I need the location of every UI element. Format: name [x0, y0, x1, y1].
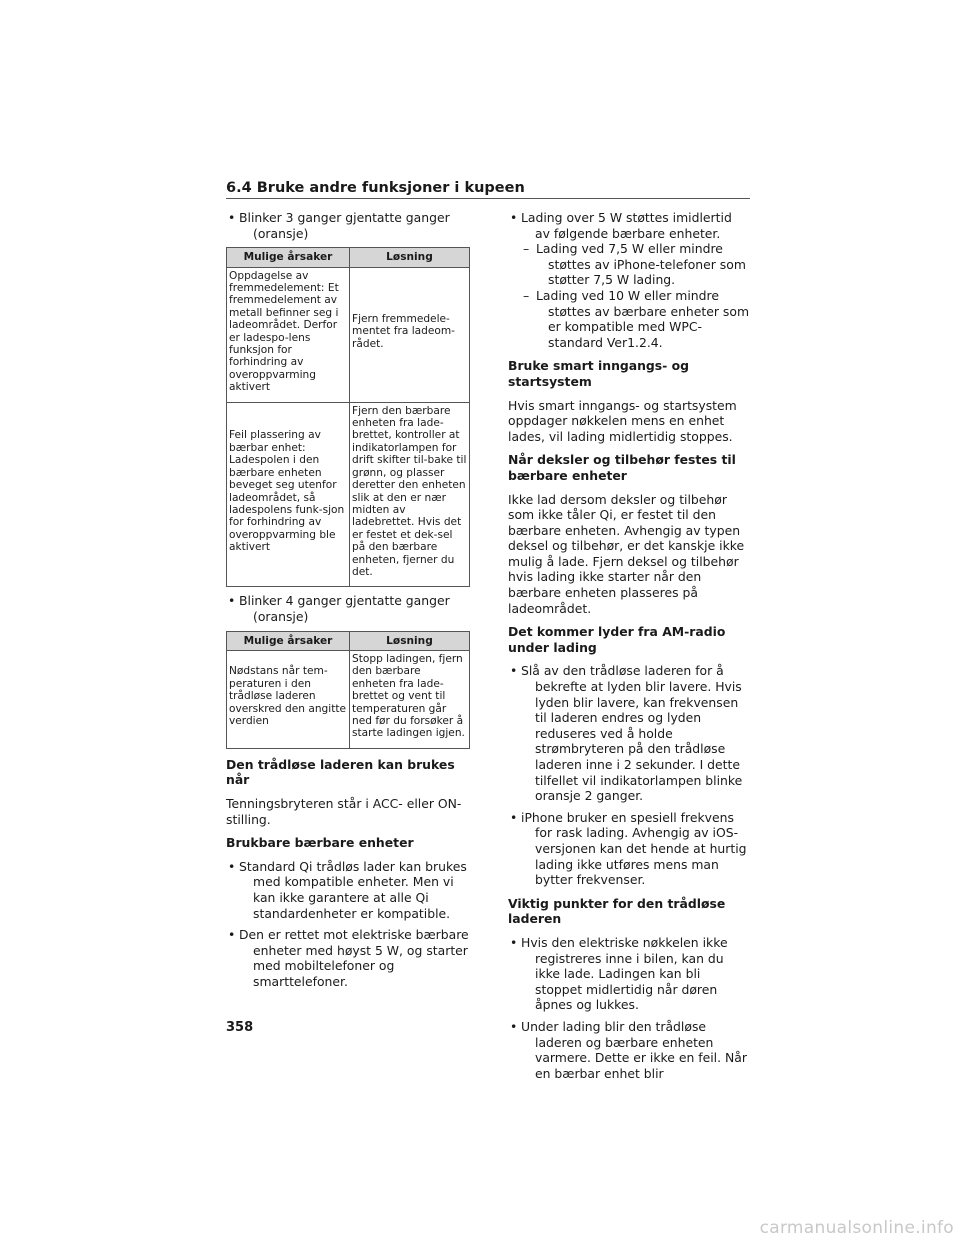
left-column	[226, 210, 470, 996]
section-header: 6.4 Bruke andre funksjoner i kupeen	[226, 180, 750, 199]
bullet-text: Standard Qi trådløs lader kan brukes med kompatible enheter. Men vi kan ikke garantere at alle Qi standardenheter er kompatible.	[239, 858, 467, 921]
sub-item-7-5w	[508, 241, 750, 288]
sub-item-10w	[508, 288, 750, 350]
heading-usable-devices: Brukbare bærbare enheter	[226, 835, 414, 851]
bullet-qi-standard	[226, 859, 470, 921]
bullet-mark: •	[510, 1018, 518, 1034]
table-header-causes: Mulige årsaker	[227, 631, 350, 650]
table-cell: Nødstans når tem-peraturen i den trådløse laderen overskred den angitte verdien	[227, 650, 350, 748]
table-header-solution: Løsning	[350, 248, 470, 267]
dash-mark: –	[523, 287, 530, 303]
causes-table-1	[226, 247, 470, 587]
bullet-5w-devices	[226, 927, 470, 989]
bullet-mark: •	[228, 593, 236, 609]
bullet-text: Lading over 5 W støttes imidlertid av følgende bærbare enheter.	[521, 210, 732, 241]
watermark: carmanualsonline.info	[759, 1218, 954, 1238]
table-header-causes: Mulige årsaker	[227, 248, 350, 267]
page-number: 358	[226, 1020, 254, 1035]
paragraph-smart-entry: Hvis smart inngangs- og startsystem oppdager nøkkelen mens en enhet lades, vil lading midlertidig stoppes.	[508, 397, 737, 444]
table-cell: Fjern fremmedele-mentet fra ladeom-rådet.	[350, 267, 470, 402]
bullet-mark: •	[228, 858, 236, 874]
table-cell: Oppdagelse av fremmedelement: Et fremmedelement av metall befinner seg i ladeområdet. Derfor er ladespo-lens funksjon for forhindring av overoppvarming aktivert	[227, 267, 350, 402]
table-cell: Fjern den bærbare enheten fra lade-brettet, kontroller at indikatorlampen for drift skifter til-bake til grønn, og plasser deretter den enheten slik at den er nær midten av ladebrettet. Hvis det er festet et dek-sel på den bærbare enheten, fjerner du det.	[350, 402, 470, 587]
bullet-text: Den er rettet mot elektriske bærbare enheter med høyst 5 W, og starter med mobiltelefoner og smarttelefoner.	[239, 927, 469, 989]
right-column	[508, 210, 750, 1087]
bullet-electronic-key	[508, 935, 750, 1013]
bullet-mark: •	[510, 210, 518, 225]
heading-usable-when: Den trådløse laderen kan brukes når	[226, 756, 455, 788]
sub-item-text: Lading ved 10 W eller mindre støttes av bærbare enheter som er kompatible med WPC-standard Ver1.2.4.	[536, 287, 750, 350]
bullet-blink-3	[226, 210, 470, 241]
causes-table-2	[226, 631, 470, 749]
heading-important-points: Viktig punkter for den trådløse laderen	[508, 895, 726, 927]
table-row	[227, 402, 470, 587]
bullet-over-5w	[508, 210, 750, 241]
bullet-blink-4	[226, 593, 470, 624]
bullet-text: Blinker 4 ganger gjentatte ganger (oransje)	[239, 593, 450, 624]
bullet-iphone-frequency	[508, 810, 750, 888]
table-row	[227, 267, 470, 402]
paragraph-covers-accessories: Ikke lad dersom deksler og tilbehør som ikke tåler Qi, er festet til den bærbare enheten. Avhengig av typen deksel og tilbehør, er det kanskje ikke mulig å lade. Fjern deksel og tilbehør hvis lading ikke starter når den bærbare enheten plasseres på ladeområdet.	[508, 491, 745, 616]
bullet-warming	[508, 1019, 750, 1081]
bullet-text: iPhone bruker en spesiell frekvens for rask lading. Avhengig av iOS-versjonen kan det hende at hurtig lading ikke utføres mens man bytter frekvenser.	[521, 809, 747, 888]
bullet-mark: •	[510, 934, 518, 950]
heading-covers-accessories: Når deksler og tilbehør festes til bærbare enheter	[508, 452, 736, 483]
bullet-mark: •	[510, 663, 518, 679]
bullet-text: Blinker 3 ganger gjentatte ganger (oransje)	[239, 210, 450, 241]
dash-mark: –	[523, 241, 530, 257]
table-cell: Feil plassering av bærbar enhet: Ladespolen i den bærbare enheten beveget seg utenfor ladeområdet, så ladespolens funk-sjon for forhindring av overoppvarming ble aktivert	[227, 402, 350, 587]
bullet-turn-off-charger	[508, 663, 750, 803]
bullet-mark: •	[228, 210, 236, 225]
table-header-solution: Løsning	[350, 631, 470, 650]
paragraph-ignition: Tenningsbryteren står i ACC- eller ON-stilling.	[226, 795, 462, 827]
heading-smart-entry: Bruke smart inngangs- og startsystem	[508, 358, 690, 389]
bullet-mark: •	[228, 927, 236, 943]
bullet-text: Under lading blir den trådløse laderen og bærbare enheten varmere. Dette er ikke en feil. Når en bærbar enhet blir	[521, 1018, 747, 1081]
bullet-text: Slå av den trådløse laderen for å bekrefte at lyden blir lavere. Hvis lyden blir lavere, kan frekvensen til laderen endres og lyden reduseres ved å holde strømbryteren på den trådløse laderen inne i 2 sekunder. I dette tilfellet vil indikatorlampen blinke oransje 2 ganger.	[521, 663, 743, 804]
bullet-text: Hvis den elektriske nøkkelen ikke registreres inne i bilen, kan du ikke lade. Ladingen kan bli stoppet midlertidig når døren åpnes og lukkes.	[521, 934, 728, 1013]
sub-item-text: Lading ved 7,5 W eller mindre støttes av iPhone-telefoner som støtter 7,5 W lading.	[536, 241, 746, 288]
table-cell: Stopp ladingen, fjern den bærbare enheten fra lade-brettet og vent til temperaturen går ned før du forsøker å starte ladingen igjen.	[350, 650, 470, 748]
heading-am-radio: Det kommer lyder fra AM-radio under lading	[508, 624, 726, 655]
table-row	[227, 650, 470, 748]
bullet-mark: •	[510, 809, 518, 825]
